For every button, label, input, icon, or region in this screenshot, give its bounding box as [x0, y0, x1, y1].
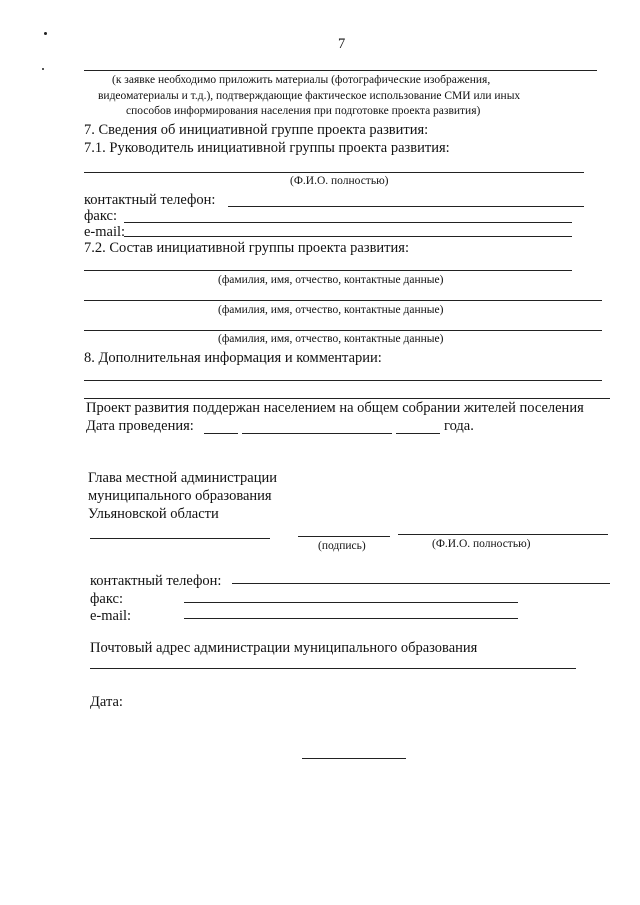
- meeting-year-suffix: года.: [444, 418, 474, 434]
- meeting-date-label: Дата проведения:: [86, 418, 194, 434]
- page-number: 7: [338, 36, 346, 52]
- leader-email-line: [124, 236, 572, 237]
- head-fax-label: факс:: [90, 591, 123, 607]
- leader-fax-label: факс:: [84, 208, 117, 224]
- date-line: [302, 758, 406, 759]
- support-statement: Проект развития поддержан населением на общем собрании жителей поселения: [86, 400, 584, 416]
- comments-line-2: [84, 398, 610, 399]
- head-title-2: муниципального образования: [88, 488, 272, 504]
- member-line-2: [84, 300, 602, 301]
- leader-phone-label: контактный телефон:: [84, 192, 216, 208]
- leader-phone-line: [228, 206, 584, 207]
- date-label: Дата:: [90, 694, 123, 710]
- leader-fio-line: [84, 172, 584, 173]
- note-line-1: (к заявке необходимо приложить материалы (фотографические изображения,: [112, 74, 491, 86]
- member-line-1: [84, 270, 572, 271]
- head-signature-line: [298, 536, 390, 537]
- head-name-line: [90, 538, 270, 539]
- head-fio-line: [398, 534, 608, 535]
- note-top-line: [84, 70, 597, 71]
- meeting-month-line: [242, 433, 392, 434]
- note-line-3: способов информирования населения при подготовке проекта развития): [126, 105, 481, 117]
- postal-address-label: Почтовый адрес администрации муниципального образования: [90, 640, 478, 656]
- leader-fax-line: [124, 222, 572, 223]
- head-title-1: Глава местной администрации: [88, 470, 278, 486]
- head-phone-label: контактный телефон:: [90, 573, 222, 589]
- head-email-label: e-mail:: [90, 608, 132, 624]
- meeting-year-line: [396, 433, 440, 434]
- member-caption-1: (фамилия, имя, отчество, контактные данные): [218, 274, 444, 286]
- head-title-3: Ульяновской области: [88, 506, 219, 522]
- scan-mark-top: [44, 32, 47, 35]
- member-line-3: [84, 330, 602, 331]
- scan-mark-bottom: [42, 68, 44, 70]
- meeting-day-line: [204, 433, 238, 434]
- section-7-2-title: 7.2. Состав инициативной группы проекта развития:: [84, 240, 409, 256]
- leader-fio-caption: (Ф.И.О. полностью): [290, 175, 389, 187]
- member-caption-2: (фамилия, имя, отчество, контактные данные): [218, 304, 444, 316]
- postal-address-line: [90, 668, 576, 669]
- leader-email-label: e-mail:: [84, 224, 126, 240]
- head-phone-line: [232, 583, 610, 584]
- member-caption-3: (фамилия, имя, отчество, контактные данные): [218, 333, 444, 345]
- section-7-title: 7. Сведения об инициативной группе проекта развития:: [84, 122, 429, 138]
- section-8-title: 8. Дополнительная информация и комментарии:: [84, 350, 382, 366]
- head-email-line: [184, 618, 518, 619]
- head-fio-caption: (Ф.И.О. полностью): [432, 538, 531, 550]
- signature-caption: (подпись): [318, 540, 366, 552]
- section-7-1-title: 7.1. Руководитель инициативной группы проекта развития:: [84, 140, 450, 156]
- comments-line-1: [84, 380, 602, 381]
- note-line-2: видеоматериалы и т.д.), подтверждающие фактическое использование СМИ или иных: [98, 90, 521, 102]
- head-fax-line: [184, 602, 518, 603]
